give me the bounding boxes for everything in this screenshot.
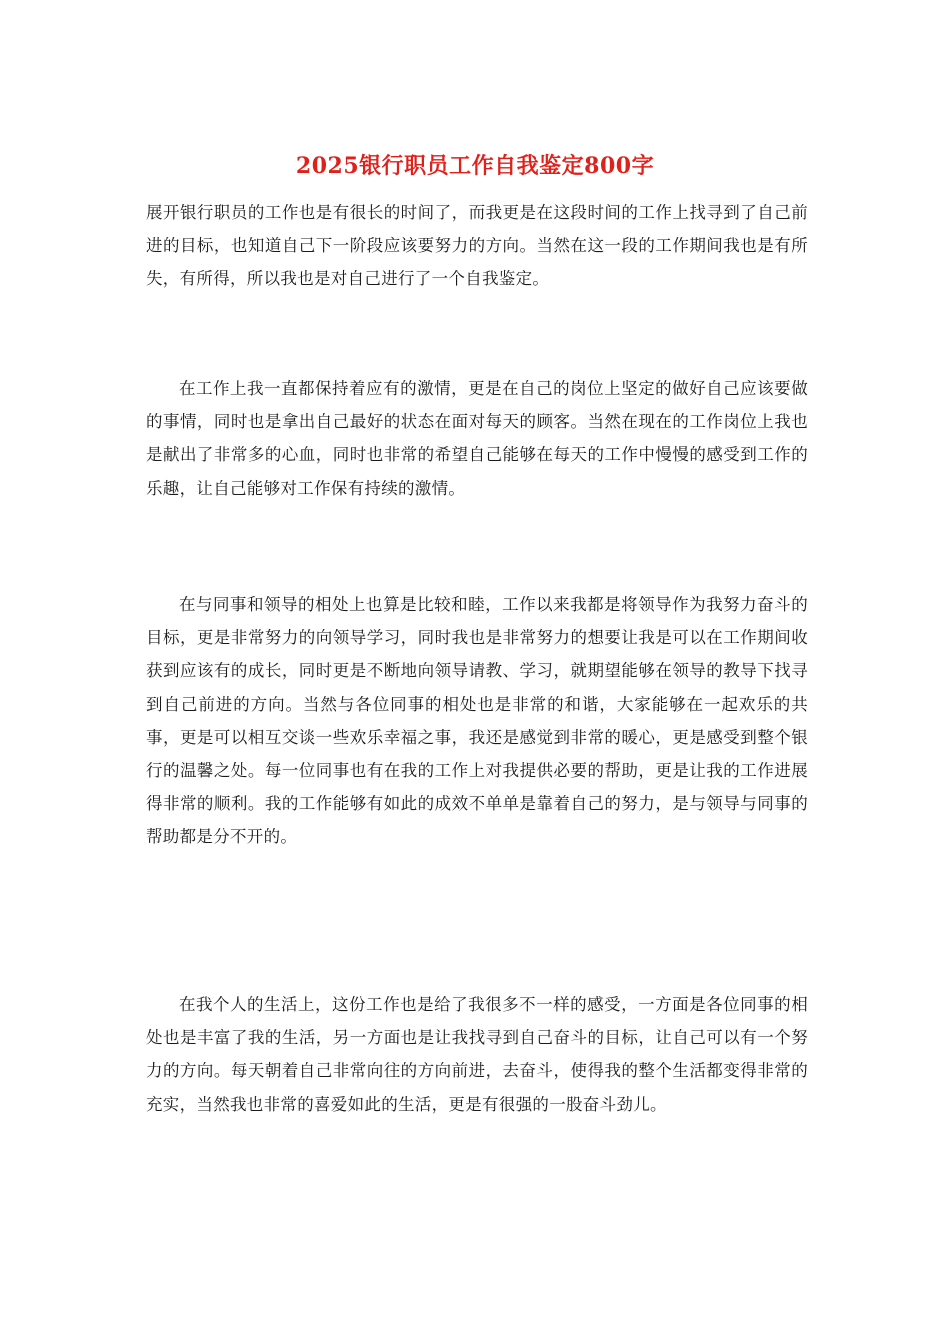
paragraph-colleagues: 在与同事和领导的相处上也算是比较和睦，工作以来我都是将领导作为我努力奋斗的目标，更是非常努力的向领导学习，同时我也是非常努力的想要让我是可以在工作期间收获到应该有的成长，同时更是不断地向领导请教、学习，就期望能够在领导的教导下找寻到自己前进的方向。当然与各位同事的相处也是非常的和谐，大家能够在一起欢乐的共事，更是可以相互交谈一些欢乐幸福之事，我还是感觉到非常的暖心，更是感受到整个银行的温馨之处。每一位同事也有在我的工作上对我提供必要的帮助，更是让我的工作进展得非常的顺利。我的工作能够有如此的成效不单单是靠着自己的努力，是与领导与同事的帮助都是分不开的。	[146, 595, 808, 847]
document-title: 2025银行职员工作自我鉴定800字	[295, 153, 655, 179]
paragraph-personal-life: 在我个人的生活上，这份工作也是给了我很多不一样的感受，一方面是各位同事的相处也是丰富了我的生活，另一方面也是让我找寻到自己奋斗的目标，让自己可以有一个努力的方向。每天朝着自己非常向往的方向前进，去奋斗，使得我的整个生活都变得非常的充实，当然我也非常的喜爱如此的生活，更是有很强的一股奋斗劲儿。	[146, 995, 808, 1114]
paragraph-work-attitude: 在工作上我一直都保持着应有的激情，更是在自己的岗位上坚定的做好自己应该要做的事情，同时也是拿出自己最好的状态在面对每天的顾客。当然在现在的工作岗位上我也是献出了非常多的心血，同时也非常的希望自己能够在每天的工作中慢慢的感受到工作的乐趣，让自己能够对工作保有持续的激情。	[146, 379, 808, 498]
paragraph-intro: 展开银行职员的工作也是有很长的时间了，而我更是在这段时间的工作上找寻到了自己前进的目标，也知道自己下一阶段应该要努力的方向。当然在这一段的工作期间我也是有所失，有所得，所以我也是对自己进行了一个自我鉴定。	[146, 203, 808, 289]
